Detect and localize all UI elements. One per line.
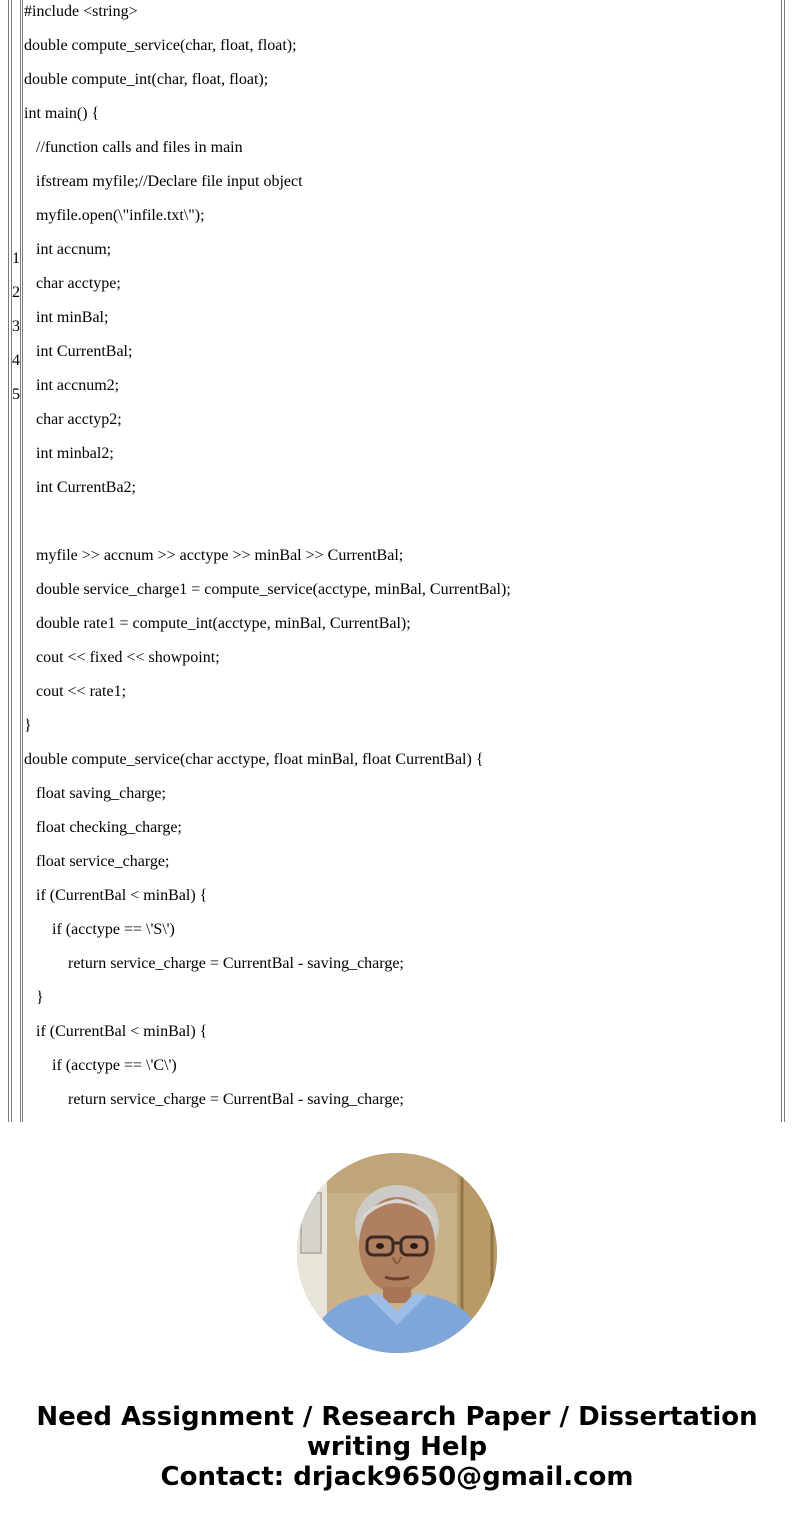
code-line: myfile.open(\"infile.txt\"); xyxy=(36,207,205,224)
code-listing-frame xyxy=(8,0,786,1122)
author-avatar xyxy=(297,1153,497,1353)
code-line: int accnum; xyxy=(36,241,112,258)
promo-line-2: writing Help xyxy=(306,1432,488,1462)
frame-border-right-inner xyxy=(781,0,782,1122)
promo-contact: Contact: drjack9650@gmail.com xyxy=(160,1462,634,1492)
line-number-gutter xyxy=(12,250,22,420)
code-line: int minBal; xyxy=(36,309,109,326)
code-line: double compute_int(char, float, float); xyxy=(24,71,269,88)
code-line: double rate1 = compute_int(acctype, minBal, CurrentBal); xyxy=(36,615,411,632)
code-line: int accnum2; xyxy=(36,377,120,394)
code-line: if (acctype == \'S\') xyxy=(52,921,175,938)
code-line: ifstream myfile;//Declare file input object xyxy=(36,173,303,190)
code-line: int main() { xyxy=(24,105,100,122)
code-line: double compute_service(char, float, float); xyxy=(24,37,297,54)
line-number: 2 xyxy=(12,284,20,301)
line-number: 1 xyxy=(12,250,20,267)
code-line: return service_charge = CurrentBal - saving_charge; xyxy=(68,1091,404,1108)
code-line: } xyxy=(24,717,32,734)
code-line: myfile >> accnum >> acctype >> minBal >> CurrentBal; xyxy=(36,547,404,564)
line-number: 3 xyxy=(12,318,20,335)
code-line: int minbal2; xyxy=(36,445,114,462)
code-line: int CurrentBal; xyxy=(36,343,133,360)
person-photo-icon xyxy=(297,1153,497,1353)
code-line: double compute_service(char acctype, float minBal, float CurrentBal) { xyxy=(24,751,484,768)
frame-border-right-outer xyxy=(784,0,785,1122)
code-line: } xyxy=(36,989,44,1006)
code-block xyxy=(24,3,779,1122)
code-line: float checking_charge; xyxy=(36,819,182,836)
promo-banner xyxy=(0,1402,794,1492)
code-line xyxy=(24,513,779,547)
code-line: double service_charge1 = compute_service(acctype, minBal, CurrentBal); xyxy=(36,581,511,598)
code-line: if (CurrentBal < minBal) { xyxy=(36,887,208,904)
code-line: cout << fixed << showpoint; xyxy=(36,649,220,666)
gutter-divider-right xyxy=(22,0,23,1122)
code-line: int CurrentBa2; xyxy=(36,479,136,496)
line-number: 5 xyxy=(12,386,20,403)
code-line: #include <string> xyxy=(24,3,138,20)
promo-line-1: Need Assignment / Research Paper / Dissertation xyxy=(36,1402,758,1432)
line-number: 4 xyxy=(12,352,20,369)
code-line: float service_charge; xyxy=(36,853,170,870)
code-line: return service_charge = CurrentBal - saving_charge; xyxy=(68,955,404,972)
code-line: char acctype; xyxy=(36,275,121,292)
frame-border-left-outer xyxy=(8,0,9,1122)
gutter-divider-left xyxy=(20,0,21,1122)
code-line: if (CurrentBal < minBal) { xyxy=(36,1023,208,1040)
code-line: if (acctype == \'C\') xyxy=(52,1057,177,1074)
frame-border-left-inner xyxy=(11,0,12,1122)
code-line: char acctyp2; xyxy=(36,411,122,428)
code-line: //function calls and files in main xyxy=(36,139,243,156)
code-line: float saving_charge; xyxy=(36,785,166,802)
code-line: cout << rate1; xyxy=(36,683,127,700)
